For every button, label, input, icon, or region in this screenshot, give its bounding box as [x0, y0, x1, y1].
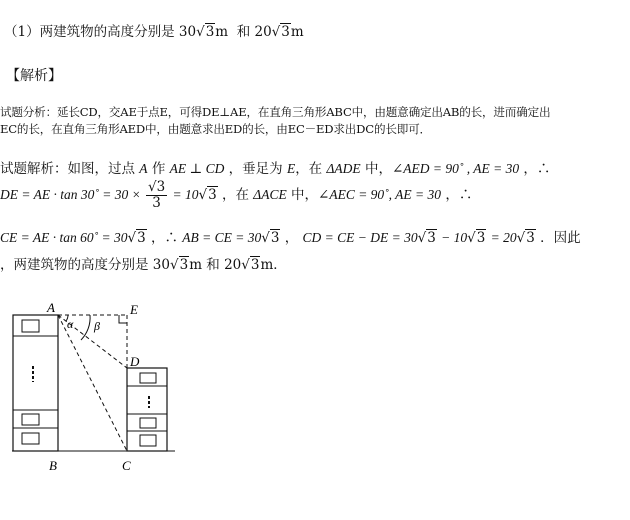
building-diagram — [0, 300, 200, 515]
window — [140, 418, 156, 428]
answer-coef-1: 30 — [178, 24, 197, 40]
solution-line-1: 试题解析：如图，过点 A 作 AE ⊥ CD ，垂足为 E，在 ΔADE 中，∠AED = 90˚ , AE = 30 ，∴ — [0, 161, 551, 177]
analysis-line-2: EC的长，在直角三角形AED中，由题意求出ED的长，由EC－ED求出DC的长即可． — [0, 122, 431, 136]
label-e: E — [130, 302, 138, 317]
solution-line-4: ，两建筑物的高度分别是 30√3m 和 20√3m． — [0, 257, 287, 273]
solution-line-3: CE = AE · tan 60˚ = 30√3 ，∴ AB = CE = 30√3 ， CD = CE − DE = 30√3 − 10√3 = 20√3 ．因此 — [0, 230, 581, 246]
sqrt-symbol: √3 — [196, 24, 215, 40]
answer-coef-2: 20 — [254, 24, 272, 40]
window — [22, 414, 39, 425]
building-cd — [127, 368, 167, 451]
window — [22, 433, 39, 444]
fraction: $\frac{√3}{3}$ — [148, 179, 166, 211]
window — [22, 320, 39, 332]
building-ab — [13, 315, 58, 451]
analysis-line-1: 试题分析：延长CD，交AE于点E，可得DE⊥AE，在直角三角形ABC中，由题意确定出AB的长，进而确定出 — [0, 105, 551, 119]
right-angle-mark — [119, 315, 127, 323]
angle-beta-arc — [81, 315, 90, 340]
label-alpha: α — [67, 317, 74, 331]
label-beta: β — [94, 319, 100, 333]
answer-prefix: （1）两建筑物的高度分别是 — [4, 24, 175, 40]
answer-and: 和 — [236, 24, 251, 40]
window — [140, 373, 156, 383]
window — [140, 435, 156, 446]
label-d: D — [130, 354, 140, 369]
label-c: C — [122, 458, 131, 473]
label-a: A — [47, 300, 55, 315]
line-ac — [58, 315, 127, 451]
solution-line-2: DE = AE · tan 30˚ = 30 × $\frac{√3}{3}$ = 10√3 ，在 ΔACE 中，∠AEC = 90˚, AE = 30 ，∴ — [0, 179, 473, 211]
label-b: B — [49, 458, 57, 473]
analysis-heading: 【解析】 — [6, 68, 62, 84]
answer-line: （1）两建筑物的高度分别是 30√3m 和 20√3m — [4, 24, 304, 40]
